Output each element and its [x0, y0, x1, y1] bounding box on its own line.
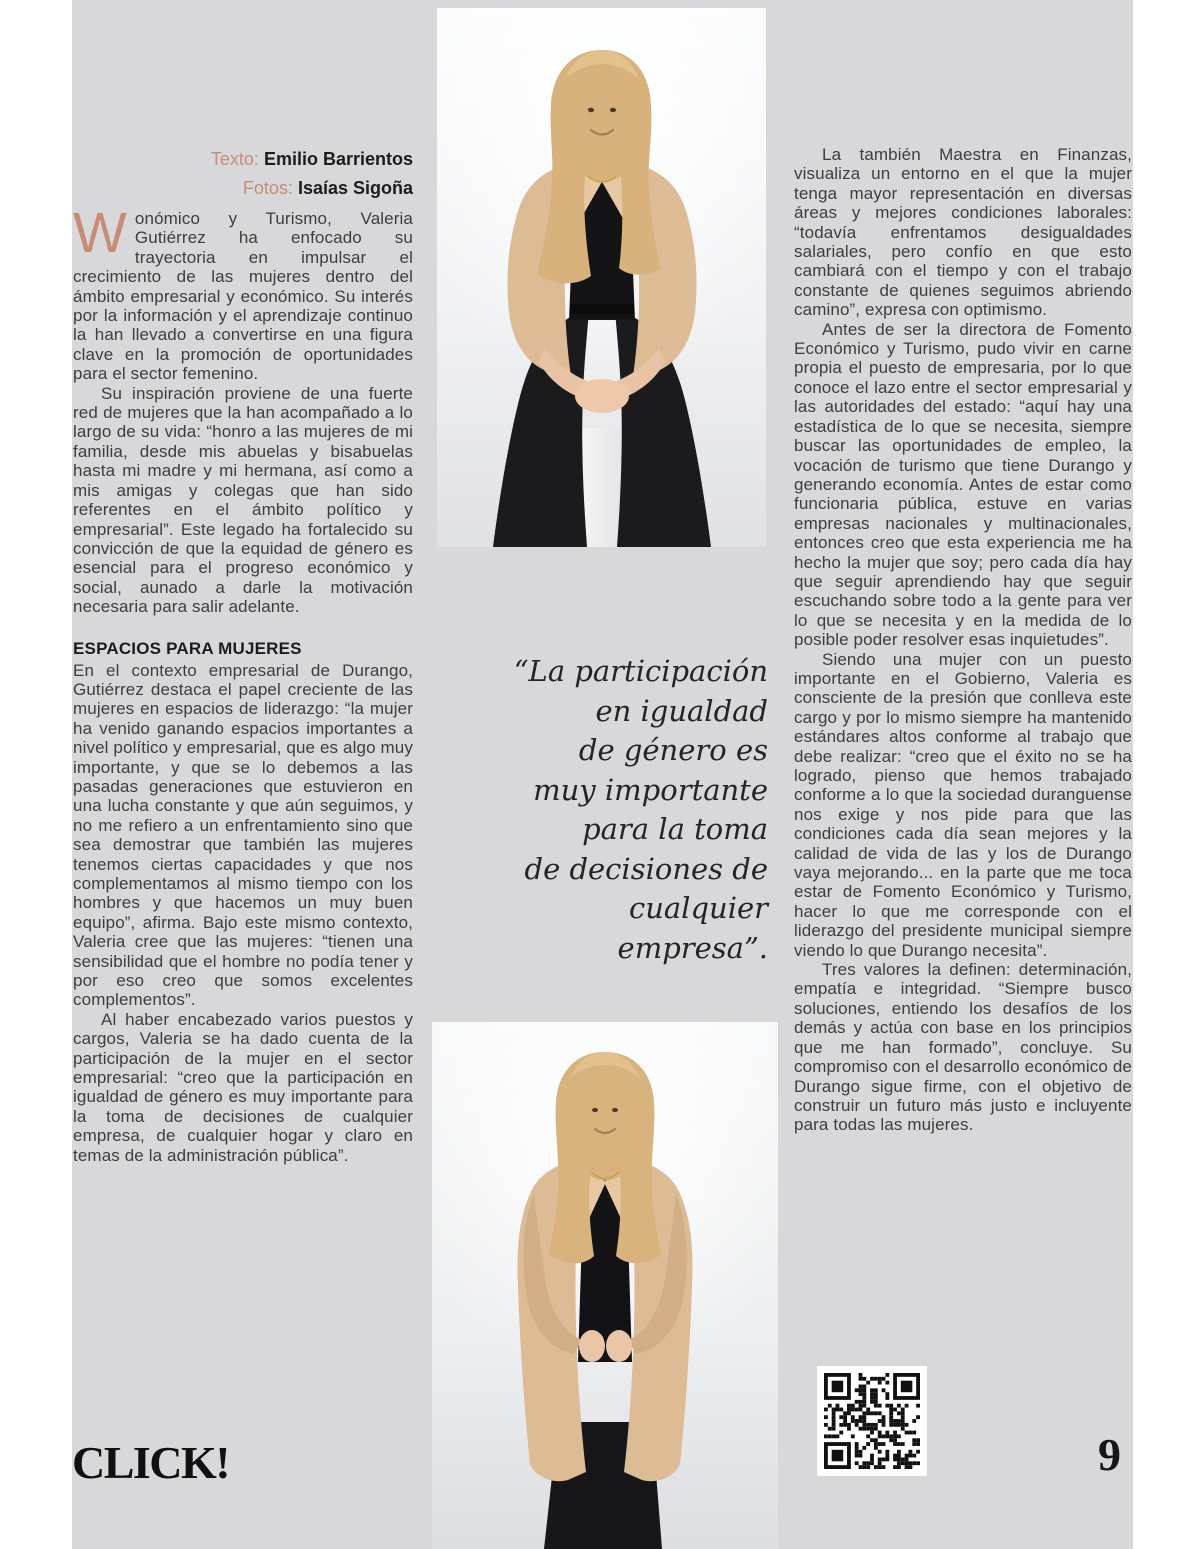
byline-texto-label: Texto:: [210, 149, 259, 169]
article-paragraph: Antes de ser la directora de Fomento Económico y Turismo, pudo vivir en carne propia el puesto de empresaria, por lo que conoce el lazo entre el sector empresarial y las autoridades del estado: “aquí hay una estadística de lo que se necesita, siempre buscar las oportunidades de empleo, la vocación de turismo que tiene Durango y generando economía. Antes de estar como funcionaria pública, estuve en varias empresas nacionales y multinacionales, entonces creo que esta experiencia me ha hecho la mujer que soy; pero cada día hay que seguir aprendiendo hay que seguir escuchando sobre todo a la gente para ver lo que se necesita y en la medida de lo posible poder resolver esas inquietudes”.: [794, 319, 1132, 650]
left-column: [73, 145, 413, 1165]
qr-code-graphic: [824, 1373, 920, 1469]
drop-cap: W: [73, 201, 127, 265]
byline-fotos: [73, 174, 413, 203]
pull-quote-line: empresa”.: [617, 930, 768, 965]
pull-quote-line: muy importante: [533, 772, 768, 807]
article-paragraph: Su inspiración proviene de una fuerte red de mujeres que la han acompañado a lo largo de su vida: “honro a las mujeres de mi familia, desde mis abuelas y bisabuelas hasta mi madre y mi hermana, así como a mis amigas y colegas que han sido referentes en el ámbito político y empresarial”. Este legado ha fortalecido su convicción de que la equidad de género es esencial para el progreso económico y social, aunado a darle la motivación necesaria para salir adelante.: [73, 383, 413, 617]
article-paragraph: Al haber encabezado varios puestos y cargos, Valeria se ha dado cuenta de la participación de la mujer en el sector empresarial: “creo que la participación en igualdad de género es muy importante para la toma de decisiones de cualquier empresa, de cualquier hogar y claro en temas de la administración pública”.: [73, 1009, 413, 1165]
byline-fotos-name: Isaías Sigoña: [297, 178, 413, 198]
pull-quote-line: “La participación: [513, 654, 768, 688]
section-heading: ESPACIOS PARA MUJERES: [73, 638, 302, 658]
byline-fotos-label: Fotos:: [242, 178, 293, 198]
pull-quote-line: de decisiones de: [524, 851, 768, 886]
right-column: [794, 145, 1132, 1135]
pull-quote-line: para la toma: [582, 812, 768, 846]
byline-texto: [73, 145, 413, 174]
pull-quote-line: cualquier: [628, 891, 768, 925]
photo-top-illustration: [437, 8, 766, 547]
pull-quote-line: en igualdad: [595, 693, 768, 728]
pull-quote: [450, 652, 768, 968]
page-number: 9: [1098, 1429, 1121, 1480]
photo-bottom-illustration: [432, 1022, 778, 1549]
intro-text: onómico y Turismo, Valeria Gutiérrez ha enfocado su trayectoria en impulsar el crecimiento de las mujeres dentro del ámbito empresarial y económico. Su interés por la información y el aprendizaje continuo la han llevado a convertirse en una figura clave en la promoción de oportunidades para el sector femenino.: [73, 209, 413, 384]
byline: [73, 145, 413, 203]
photo-bottom-standing-portrait: [432, 1022, 778, 1549]
byline-texto-name: Emilio Barrientos: [263, 149, 413, 169]
intro-paragraph: [73, 201, 413, 384]
photo-top-seated-portrait: [437, 8, 766, 547]
article-paragraph: La también Maestra en Finanzas, visualiza un entorno en el que la mujer tenga mayor representación en diversas áreas y mejores condiciones laborales: “todavía enfrentamos desigualdades salariales, pero confío en que esto cambiará con el tiempo y con el trabajo constante de quienes seguimos abriendo camino”, expresa con optimismo.: [794, 145, 1132, 320]
article-paragraph: En el contexto empresarial de Durango, Gutiérrez destaca el papel creciente de las mujeres en espacios de liderazgo: “la mujer ha venido ganando espacios importantes a nivel político y empresarial, que es algo muy importante, y que se lo debemos a las pasadas generaciones que estuvieron en una lucha constante y que aún seguimos, y no me refiero a un enfrentamiento sino que sea demostrar que también las mujeres tenemos ciertas capacidades y que nos complementamos al mismo tiempo con los hombres y que hacemos un muy buen equipo”, afirma. Bajo este mismo contexto, Valeria cree que las mujeres: “tienen una sensibilidad que el hombre no podía tener y por eso creo que somos excelentes complementos”.: [73, 660, 413, 1010]
pull-quote-line: de género es: [578, 733, 768, 767]
article-paragraph: Tres valores la definen: determinación, empatía e integridad. “Siempre busco soluciones, entiendo los desafíos de los demás y actúa con base en los principios que me han formado”, concluye. Su compromiso con el desarrollo económico de Durango sigue firme, con el objetivo de construir un futuro más justo e incluyente para todas las mujeres.: [794, 960, 1132, 1135]
magazine-logo: CLICK!: [72, 1437, 230, 1488]
article-paragraph: Siendo una mujer con un puesto importante en el Gobierno, Valeria es consciente de la presión que conlleva este cargo y por lo mismo siempre ha mantenido estándares altos conforme al trabajo que debe realizar: “creo que el éxito no se ha logrado, pienso que hemos trabajado conforme a lo que la sociedad duranguense nos exige y nos pide para que las condiciones cada día sean mejores y la calidad de vida de las y los de Durango vaya mejorando... en la parte que me toca estar de Fomento Económico y Turismo, hacer lo que me corresponde con el liderazgo del presidente municipal siempre viendo lo que Durango necesita”.: [794, 649, 1132, 960]
qr-code: [817, 1366, 927, 1476]
